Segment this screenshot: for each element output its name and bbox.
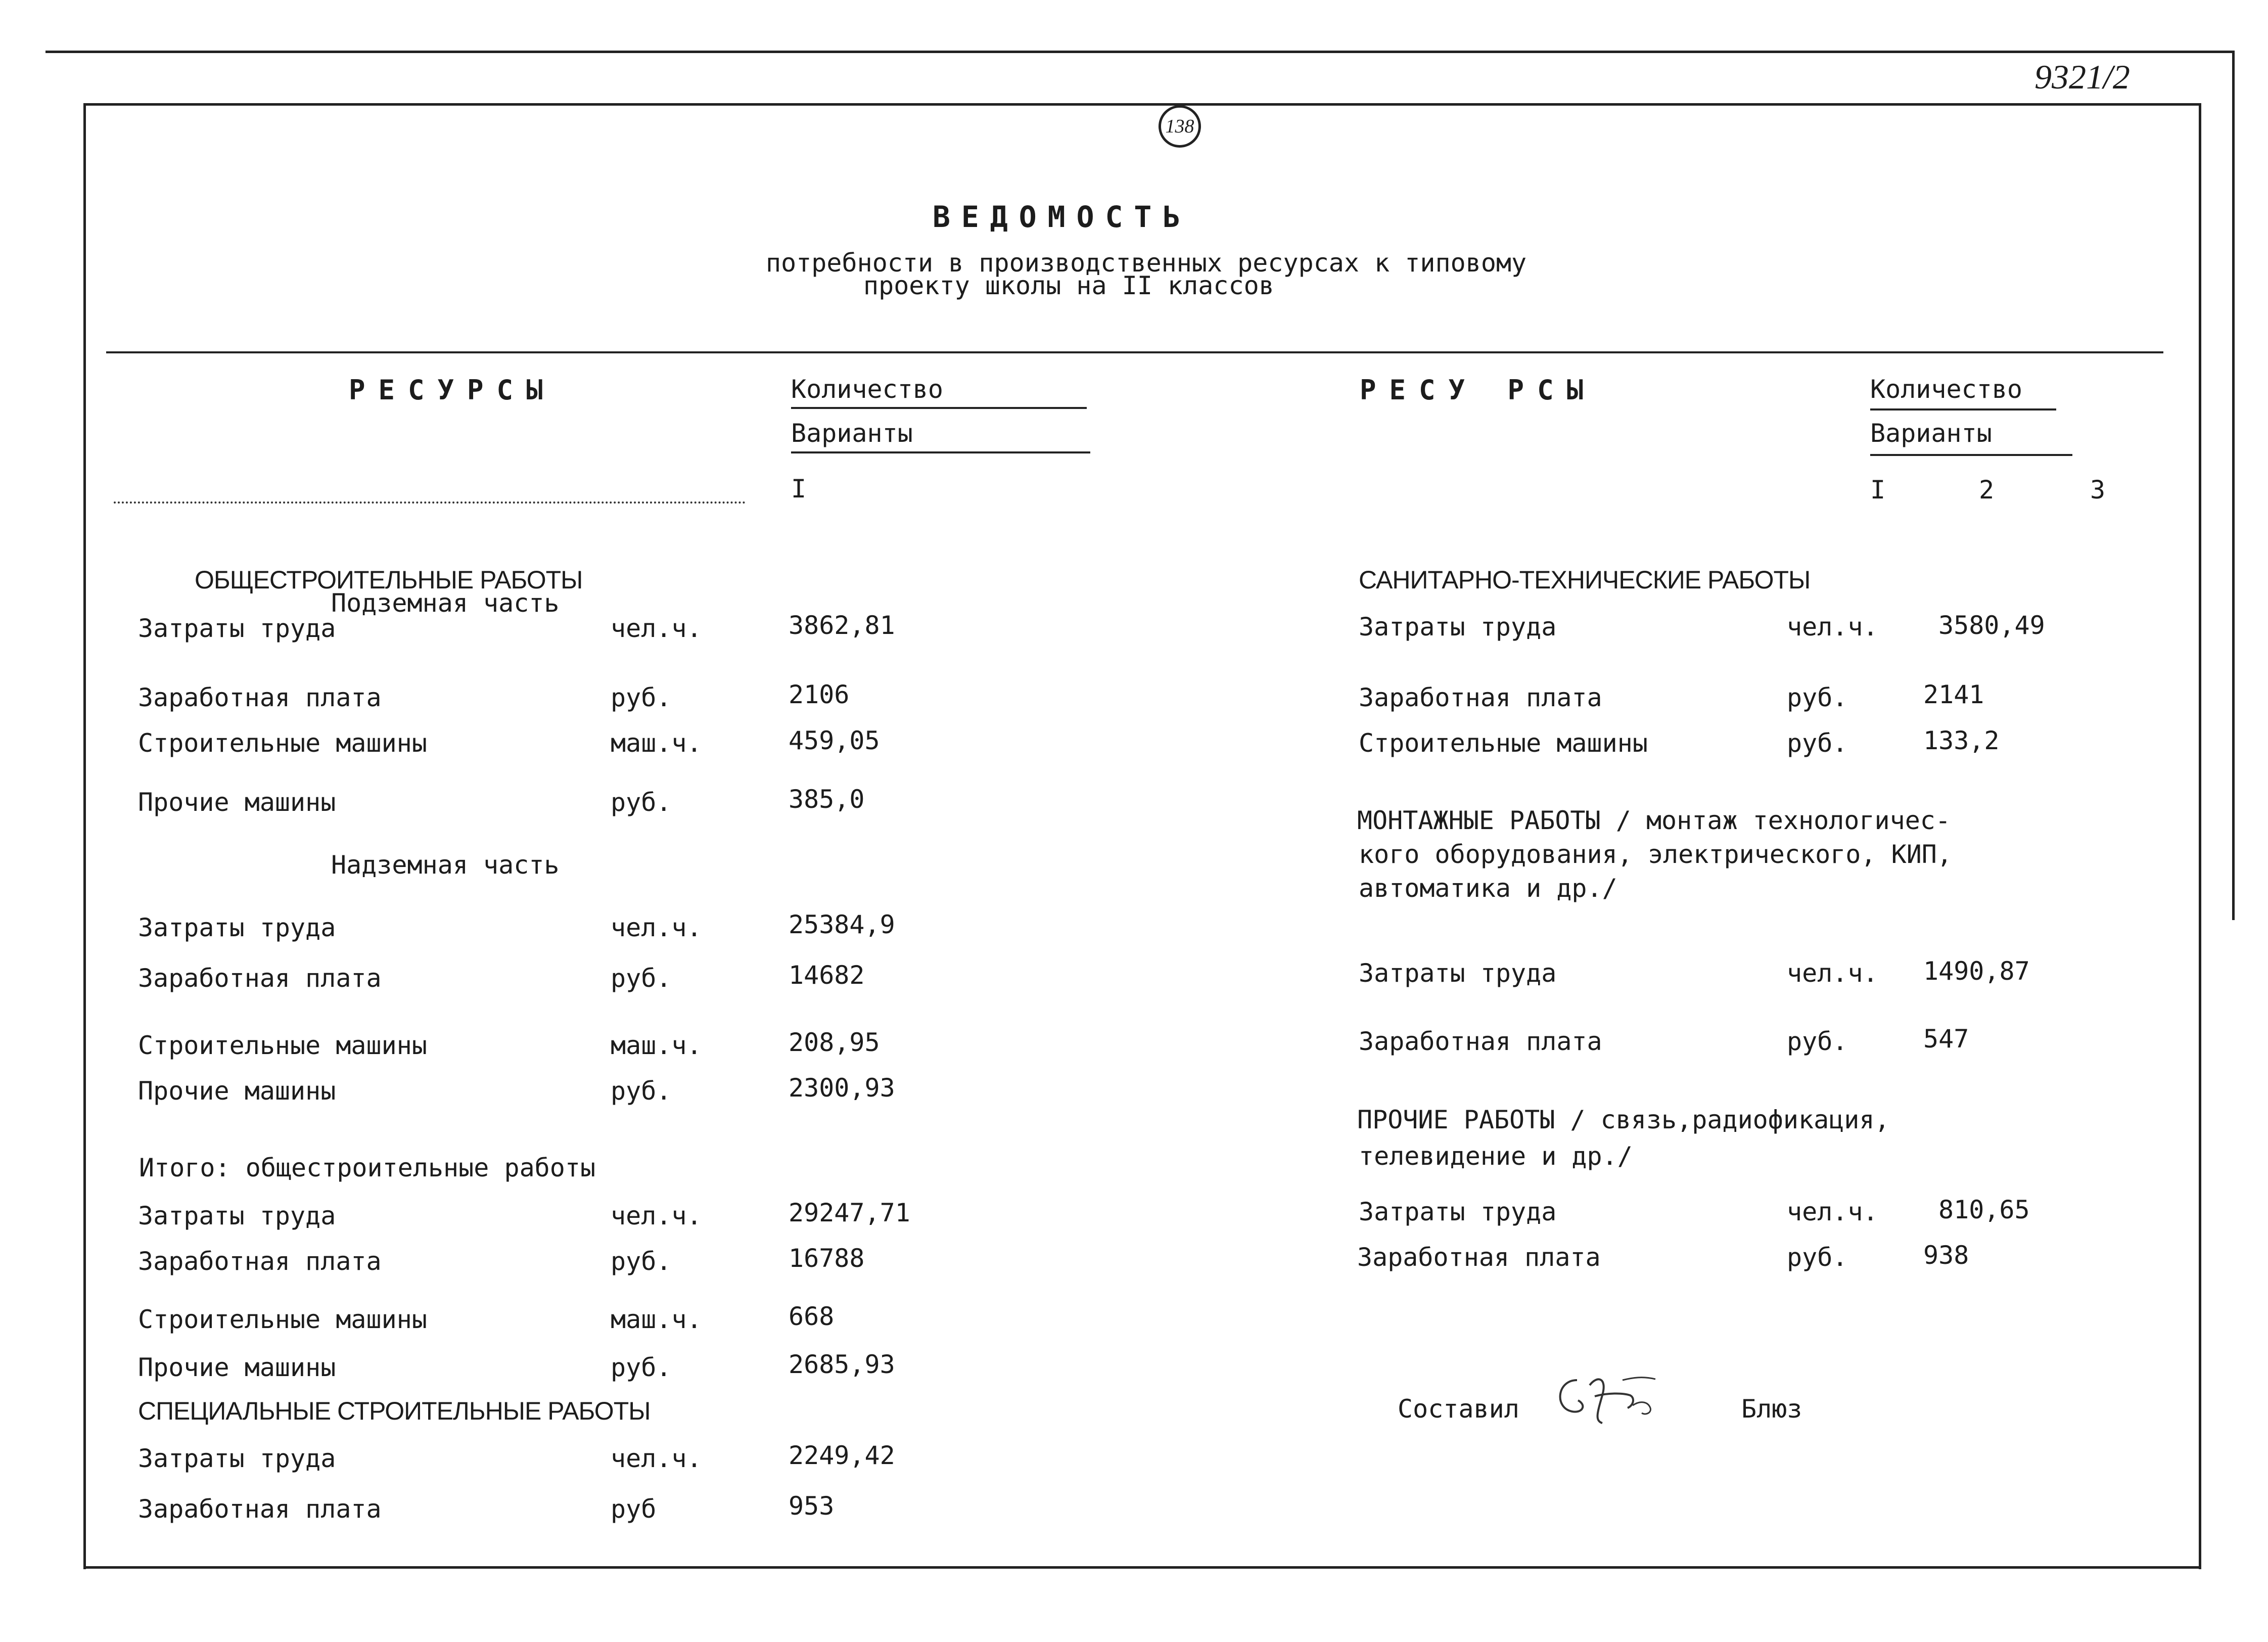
row-value: 133,2: [1923, 726, 2000, 755]
header-separator: [106, 351, 2163, 353]
row-label: Заработная плата: [1359, 683, 1602, 712]
document-subtitle-line2: проекту школы на II классов: [863, 271, 1274, 300]
row-unit: руб.: [611, 788, 672, 817]
outer-top-border: [45, 51, 2234, 53]
row-label: Заработная плата: [1359, 1027, 1602, 1056]
row-label: Строительные машины: [138, 1031, 427, 1060]
row-value: 668: [789, 1302, 835, 1331]
row-unit: руб.: [1787, 683, 1848, 712]
row-value: 459,05: [789, 726, 880, 755]
row-value: 2249,42: [789, 1441, 895, 1470]
row-unit: руб.: [611, 1076, 672, 1106]
row-label: Затраты труда: [138, 1444, 336, 1473]
right-quantity-header: Количество: [1870, 375, 2023, 404]
row-unit: руб.: [1787, 728, 1848, 758]
row-label: Затраты труда: [1359, 1197, 1557, 1226]
compiler-name: Блюз: [1741, 1394, 1802, 1424]
row-label: Затраты труда: [1359, 612, 1557, 642]
row-value: 2141: [1923, 680, 1984, 709]
handwritten-signature: [1547, 1365, 1668, 1436]
left-quantity-underline: [791, 407, 1087, 409]
frame-left-border: [83, 103, 86, 1569]
row-unit: руб.: [611, 683, 672, 712]
row-unit: чел.ч.: [611, 1201, 702, 1230]
right-variants-underline: [1870, 454, 2072, 456]
subsection-underground: Подземная часть: [331, 588, 560, 618]
section-mounting-line2: кого оборудования, электрического, КИП,: [1359, 840, 1952, 869]
right-quantity-underline: [1870, 408, 2056, 410]
row-value: 385,0: [789, 785, 865, 814]
row-label: Строительные машины: [1359, 728, 1648, 758]
left-variants-underline: [791, 451, 1090, 453]
left-dotted-rule: [114, 501, 746, 504]
row-value: 25384,9: [789, 910, 895, 939]
document-subtitle-line1: потребности в производственных ресурсах к типовому: [766, 248, 1527, 278]
row-label: Заработная плата: [1357, 1243, 1601, 1272]
row-label: Затраты труда: [138, 1201, 336, 1230]
left-resources-header: РЕСУРСЫ: [349, 374, 556, 406]
row-unit: чел.ч.: [611, 614, 702, 643]
row-value: 810,65: [1938, 1195, 2030, 1224]
row-unit: руб.: [611, 1353, 672, 1382]
row-label: Заработная плата: [138, 683, 382, 712]
row-label: Прочие машины: [138, 788, 336, 817]
right-variant-1: I: [1870, 475, 1886, 505]
row-unit: руб.: [1787, 1243, 1848, 1272]
row-unit: маш.ч.: [611, 1031, 702, 1060]
section-mounting-line3: автоматика и др./: [1359, 874, 1617, 903]
row-unit: чел.ч.: [1787, 612, 1878, 642]
section-other-line1: ПРОЧИЕ РАБОТЫ / связь,радиофикация,: [1357, 1105, 1890, 1134]
right-variants-header: Варианты: [1870, 419, 1992, 448]
row-unit: маш.ч.: [611, 1305, 702, 1334]
row-unit: маш.ч.: [611, 728, 702, 758]
row-label: Заработная плата: [138, 964, 382, 993]
right-resources-header: РЕСУ РСЫ: [1360, 374, 1597, 406]
row-label: Строительные машины: [138, 728, 427, 758]
section-sanitary-technical: САНИТАРНО-ТЕХНИЧЕСКИЕ РАБОТЫ: [1359, 566, 1811, 594]
row-label: Прочие машины: [138, 1353, 336, 1382]
section-other-line2: телевидение и др./: [1359, 1142, 1633, 1171]
row-value: 2685,93: [789, 1350, 895, 1379]
row-value: 14682: [789, 961, 865, 990]
row-unit: руб.: [611, 964, 672, 993]
left-quantity-header: Количество: [791, 375, 944, 404]
section-mounting-line1: МОНТАЖНЫЕ РАБОТЫ / монтаж технологичес-: [1357, 806, 1951, 835]
row-value: 938: [1923, 1241, 1969, 1270]
row-value: 208,95: [789, 1028, 880, 1057]
row-unit: чел.ч.: [611, 1444, 702, 1473]
left-variants-header: Варианты: [791, 419, 913, 448]
frame-top-border: [83, 103, 2201, 106]
section-special-construction: СПЕЦИАЛЬНЫЕ СТРОИТЕЛЬНЫЕ РАБОТЫ: [138, 1397, 651, 1425]
row-value: 953: [789, 1491, 835, 1521]
row-value: 16788: [789, 1244, 865, 1273]
right-variant-3: 3: [2090, 475, 2106, 505]
outer-right-border: [2232, 51, 2235, 920]
row-label: Затраты труда: [138, 614, 336, 643]
row-label: Заработная плата: [138, 1247, 382, 1276]
page-number-stamp: 138: [1159, 105, 1201, 148]
row-label: Заработная плата: [138, 1494, 382, 1524]
row-value: 3580,49: [1938, 611, 2045, 640]
row-unit: руб.: [1787, 1027, 1848, 1056]
row-unit: чел.ч.: [1787, 959, 1878, 988]
row-value: 2300,93: [789, 1073, 895, 1103]
row-label: Затраты труда: [138, 913, 336, 942]
row-value: 2106: [789, 680, 850, 709]
section-general-construction: ОБЩЕСТРОИТЕЛЬНЫЕ РАБОТЫ: [195, 566, 583, 594]
document-title: ВЕДОМОСТЬ: [933, 200, 1192, 234]
right-variant-2: 2: [1979, 475, 1995, 505]
row-label: Строительные машины: [138, 1305, 427, 1334]
left-variant-1: I: [791, 474, 807, 504]
subsection-aboveground: Надземная часть: [331, 850, 560, 880]
row-value: 3862,81: [789, 611, 895, 640]
row-unit: чел.ч.: [1787, 1197, 1878, 1226]
row-unit: руб: [611, 1494, 657, 1524]
frame-right-border: [2199, 103, 2201, 1569]
document-number: 9321/2: [2034, 58, 2130, 96]
row-unit: чел.ч.: [611, 913, 702, 942]
row-label: Прочие машины: [138, 1076, 336, 1106]
row-unit: руб.: [611, 1247, 672, 1276]
subsection-total: Итого: общестроительные работы: [139, 1153, 596, 1182]
row-label: Затраты труда: [1359, 959, 1557, 988]
row-value: 547: [1923, 1024, 1969, 1054]
row-value: 1490,87: [1923, 956, 2030, 986]
row-value: 29247,71: [789, 1198, 910, 1227]
frame-bottom-border: [83, 1566, 2201, 1569]
compiled-by-label: Составил: [1398, 1394, 1519, 1424]
